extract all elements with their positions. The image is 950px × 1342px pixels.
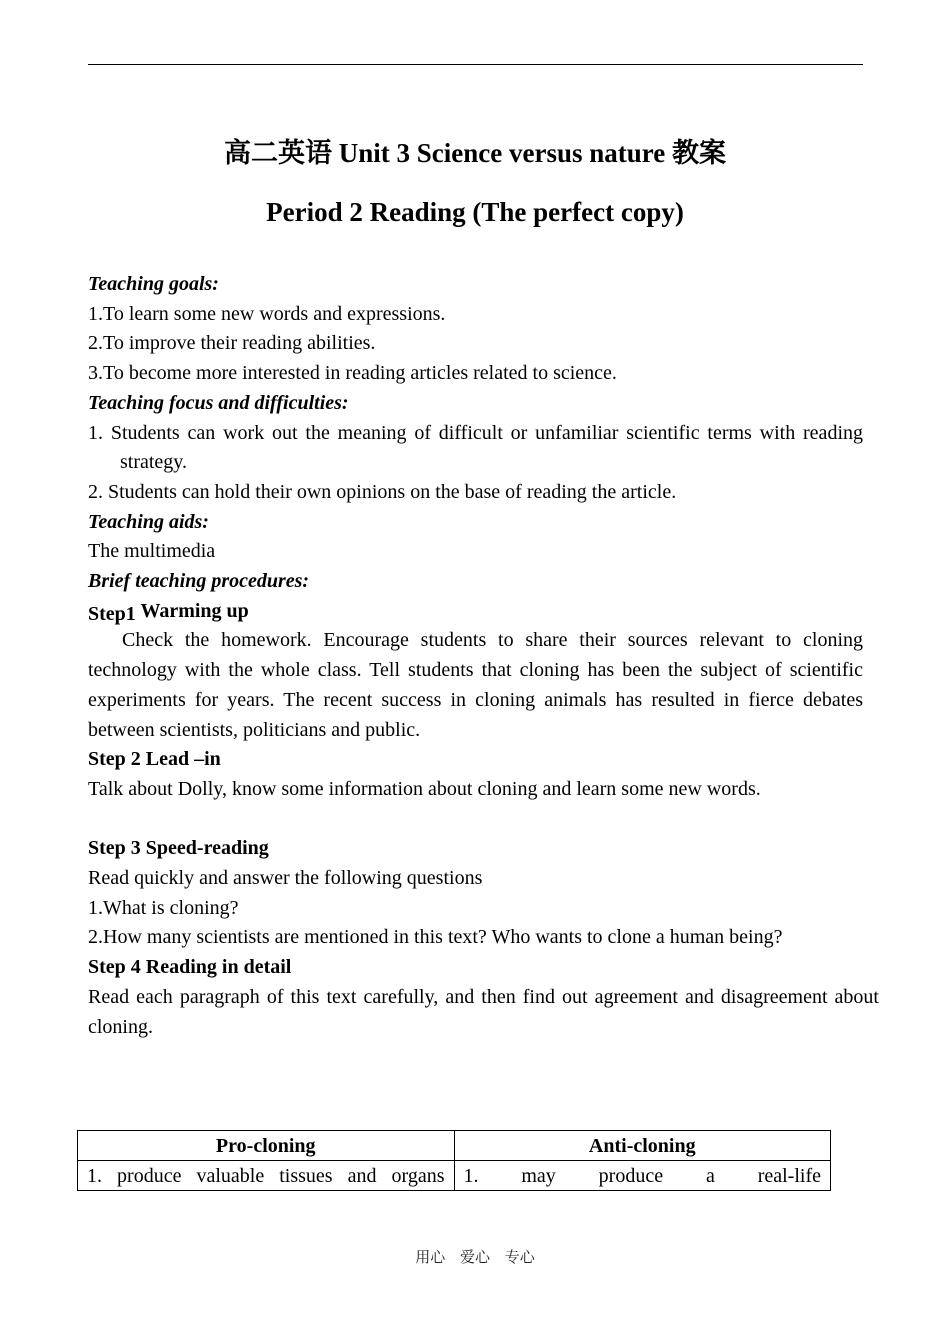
pro-cloning-cell: 1. produce valuable tissues and organs [78,1161,455,1191]
step3-question: 1.What is cloning? [88,896,239,919]
goal-item: 2.To improve their reading abilities. [88,332,376,355]
focus-heading: Teaching focus and difficulties: [88,391,349,414]
table-header-row [78,1131,831,1161]
step1-heading [88,597,863,627]
document-title: 高二英语 Unit 3 Science versus nature 教案 [224,138,726,168]
anti-cloning-cell: 1. may produce a real-life [454,1161,831,1191]
goal-item: 3.To become more interested in reading articles related to science. [88,362,617,385]
step1-number: Step1 [88,602,136,625]
table-row [78,1161,831,1191]
step2-heading: Step 2 Lead –in [88,748,221,771]
document-body [88,270,879,1042]
procedures-heading: Brief teaching procedures: [88,570,310,593]
step3-text: Read quickly and answer the following questions [88,867,483,890]
focus-item: 1. Students can work out the meaning of difficult or unfamiliar scientific terms with reading strategy. [88,421,863,474]
step1-title: Warming up [140,599,249,622]
aids-text: The multimedia [88,540,216,563]
header-anti-cloning: Anti-cloning [454,1131,831,1161]
step2-text: Talk about Dolly, know some information about cloning and learn some new words. [88,777,761,800]
aids-heading: Teaching aids: [88,510,209,533]
goals-heading: Teaching goals: [88,273,219,295]
header-rule [88,64,863,65]
goal-item: 1.To learn some new words and expressions. [88,302,446,325]
page-footer: 用心 爱心 专心 [415,1248,535,1266]
step3-heading: Step 3 Speed-reading [88,837,269,860]
step3-question: 2.How many scientists are mentioned in this text? Who wants to clone a human being? [88,926,783,949]
focus-item: 2. Students can hold their own opinions on the base of reading the article. [88,480,677,503]
step4-heading: Step 4 Reading in detail [88,956,292,979]
step4-text: Read each paragraph of this text carefully, and then find out agreement and disagreement about cloning. [88,985,879,1038]
cloning-table [77,1130,831,1191]
header-pro-cloning: Pro-cloning [78,1131,455,1161]
blank-line [88,805,863,835]
document-subtitle: Period 2 Reading (The perfect copy) [266,197,684,227]
step1-text: Check the homework. Encourage students to share their sources relevant to cloning technology with the whole class. Tell students that cloning has been the subject of scientific experiments for years. The recent success in cloning animals has resulted in fierce debates between scientists, politicians and public. [88,629,863,741]
